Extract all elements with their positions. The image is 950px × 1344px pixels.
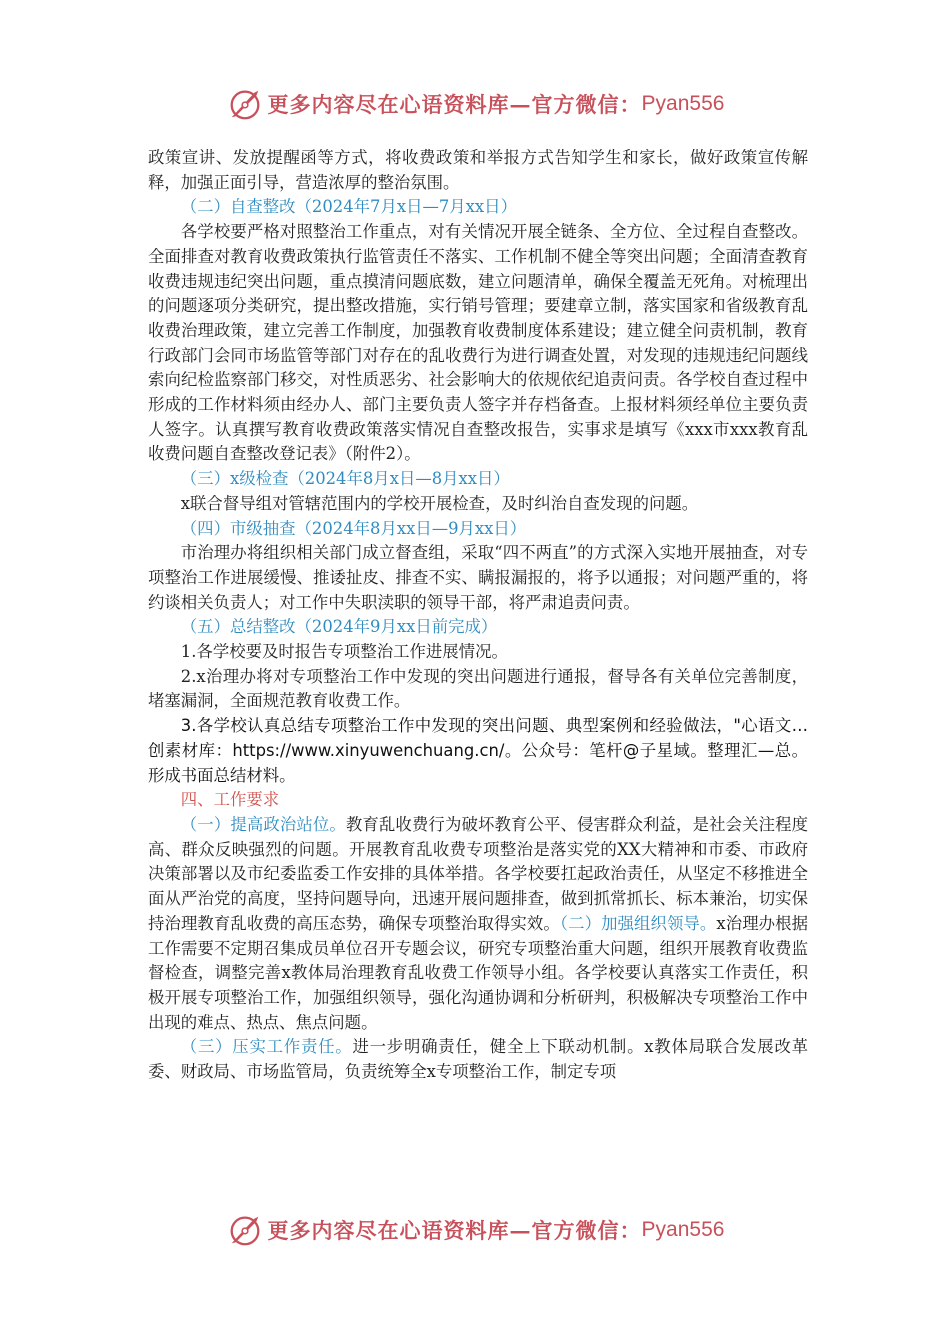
- section-heading: （五）总结整改（2024年9月xx日前完成）: [180, 617, 498, 637]
- banner-text: 更多内容尽在心语资料库—官方微信：: [267, 92, 642, 117]
- subheading: （一）提高政治站位。: [180, 814, 346, 834]
- paragraph: 政策宣讲、发放提醒函等方式，将收费政策和举报方式告知学生和家长，做好政策宣传解释，加强正面引导，营造浓厚的整治氛围。: [148, 148, 808, 192]
- section-heading: （二）自查整改（2024年7月x日—7月xx日）: [180, 197, 517, 217]
- banner-wechat-id: Pyan556: [641, 92, 725, 115]
- paragraph: [148, 1035, 808, 1084]
- paragraph: 各学校要严格对照整治工作重点，对有关情况开展全链条、全方位、全过程自查整改。全面排查对教育收费政策执行监管责任不落实、工作机制不健全等突出问题；全面清查教育收费违规违纪突出问题，重点摸清问题底数，建立问题清单，确保全覆盖无死角。对梳理出的问题逐项分类研究，提出整改措施，实行销号管理；要建章立制，落实国家和省级教育乱收费治理政策，建立完善工作制度，加强教育收费制度体系建设；建立健全问责机制，教育行政部门会同市场监管等部门对存在的乱收费行为进行调查处置，对发现的违规违纪问题线索向纪检监察部门移交，对性质恶劣、社会影响大的依规依纪追责问责。各学校自查过程中形成的工作材料须由经办人、部门主要负责人签字并存档备查。上报材料须经单位主要负责人签字。认真撰写教育收费政策落实情况自查整改报告，实事求是填写《xxx市xxx教育乱收费问题自查整改登记表》（附件2）。: [148, 222, 808, 464]
- document-body: [148, 146, 808, 1085]
- quill-logo-icon: [226, 85, 264, 123]
- section-heading: （三）x级检查（2024年8月x日—8月xx日）: [180, 469, 510, 489]
- banner-text: 更多内容尽在心语资料库—官方微信：: [267, 1218, 642, 1243]
- subheading: （二）加强组织领导。: [559, 913, 717, 933]
- paragraph: [148, 813, 808, 1035]
- list-item: 3.各学校认真总结专项整治工作中发现的突出问题、典型案例和经验做法，"心语文…创素材库：https://www.xinyuwenchuang.cn/。公众号：笔杆@子星域。整理汇—总。形成书面总结材料。: [148, 716, 808, 785]
- list-item: 1.各学校要及时报告专项整治工作进展情况。: [180, 642, 508, 662]
- header-banner: [0, 84, 950, 124]
- paragraph-text: x治理办根据工作需要不定期召集成员单位召开专题会议，研究专项整治重大问题，组织开展教育收费监督检查，调整完善x教体局治理教育乱收费工作领导小组。各学校要认真落实工作责任，积极开展专项整治工作，加强组织领导，强化沟通协调和分析研判，积极解决专项整治工作中出现的难点、热点、焦点问题。: [148, 913, 809, 1032]
- paragraph-text: 教育乱收费行为破坏教育公平、侵害群众利益，是社会关注程度高、群众反映强烈的问题。开展教育乱收费专项整治是落实党的XX大精神和市委、市政府决策部署以及市纪委监委工作安排的具体举措。各学校要扛起政治责任，从坚定不移推进全面从严治党的高度，坚持问题导向，迅速开展问题排查，做到抓常抓长、标本兼治，切实保持治理教育乱收费的高压态势，确保专项整治取得实效。: [148, 814, 809, 933]
- paragraph-text: 进一步明确责任，健全上下联动机制。x教体局联合发展改革委、财政局、市场监管局，负责统筹全x专项整治工作，制定专项: [148, 1037, 808, 1082]
- banner-wechat-id: Pyan556: [641, 1218, 725, 1241]
- section-heading: （四）市级抽查（2024年8月xx日—9月xx日）: [180, 518, 527, 538]
- quill-logo-icon: [226, 1211, 264, 1249]
- paragraph: 市治理办将组织相关部门成立督查组，采取“四不两直”的方式深入实地开展抽查，对专项整治工作进展缓慢、推诿扯皮、排查不实、瞒报漏报的，将予以通报；对问题严重的，将约谈相关负责人；对工作中失职渎职的领导干部，将严肃追责问责。: [148, 543, 808, 612]
- footer-banner: [0, 1210, 950, 1250]
- paragraph: x联合督导组对管辖范围内的学校开展检查，及时纠治自查发现的问题。: [180, 493, 699, 513]
- list-item: 2.x治理办将对专项整治工作中发现的突出问题进行通报，督导各有关单位完善制度，堵塞漏洞，全面规范教育收费工作。: [148, 666, 808, 711]
- subheading: （三）压实工作责任。: [180, 1037, 353, 1057]
- section-heading-requirements: 四、工作要求: [180, 790, 280, 810]
